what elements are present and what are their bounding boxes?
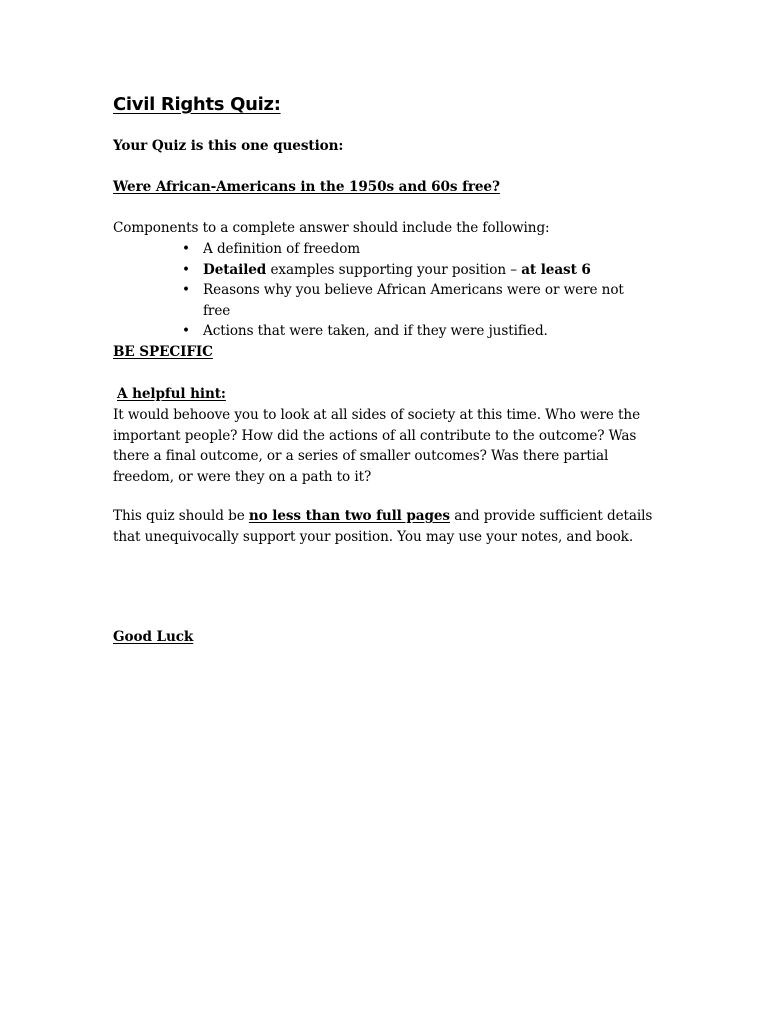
components-intro: Components to a complete answer should include the following: — [113, 220, 550, 236]
page-requirement: no less than two full pages — [248, 508, 450, 524]
closing-paragraph — [113, 506, 653, 547]
closing-text-end: and provide sufficient details that unequivocally support your position. You may use your notes, and book. — [113, 508, 653, 545]
list-item — [182, 321, 642, 342]
component-definition: A definition of freedom — [203, 241, 361, 257]
components-list — [182, 239, 642, 342]
hint-heading: A helpful hint: — [117, 386, 226, 402]
hint-heading-wrap — [117, 384, 657, 405]
quiz-title: Civil Rights Quiz: — [113, 94, 281, 115]
component-actions: Actions that were taken, and if they were justified. — [203, 323, 548, 339]
bullet-icon: • — [182, 323, 190, 339]
list-item — [182, 260, 642, 281]
good-luck-signoff: Good Luck — [113, 629, 194, 645]
component-examples-text: examples supporting your position – — [266, 261, 522, 278]
component-minimum-count: at least 6 — [521, 261, 591, 278]
quiz-question: Were African-Americans in the 1950s and 60s free? — [113, 179, 500, 195]
closing-text-start: This quiz should be — [113, 508, 249, 524]
quiz-intro: Your Quiz is this one question: — [113, 138, 344, 154]
bullet-icon: • — [182, 282, 190, 298]
list-item — [182, 280, 642, 321]
hint-paragraph: It would behoove you to look at all sides of society at this time. Who were the important people? How did the actions of all contribute to the outcome? Was there a final outcome, or a series of smaller outcomes? Was there partial freedom, or were they on a path to it? — [113, 407, 641, 485]
component-reasons: Reasons why you believe African Americans were or were not free — [203, 282, 624, 319]
component-detailed-label: Detailed — [203, 261, 267, 278]
be-specific-heading: BE SPECIFIC — [113, 344, 213, 360]
bullet-icon: • — [182, 261, 190, 278]
bullet-icon: • — [182, 241, 190, 257]
list-item — [182, 239, 642, 260]
